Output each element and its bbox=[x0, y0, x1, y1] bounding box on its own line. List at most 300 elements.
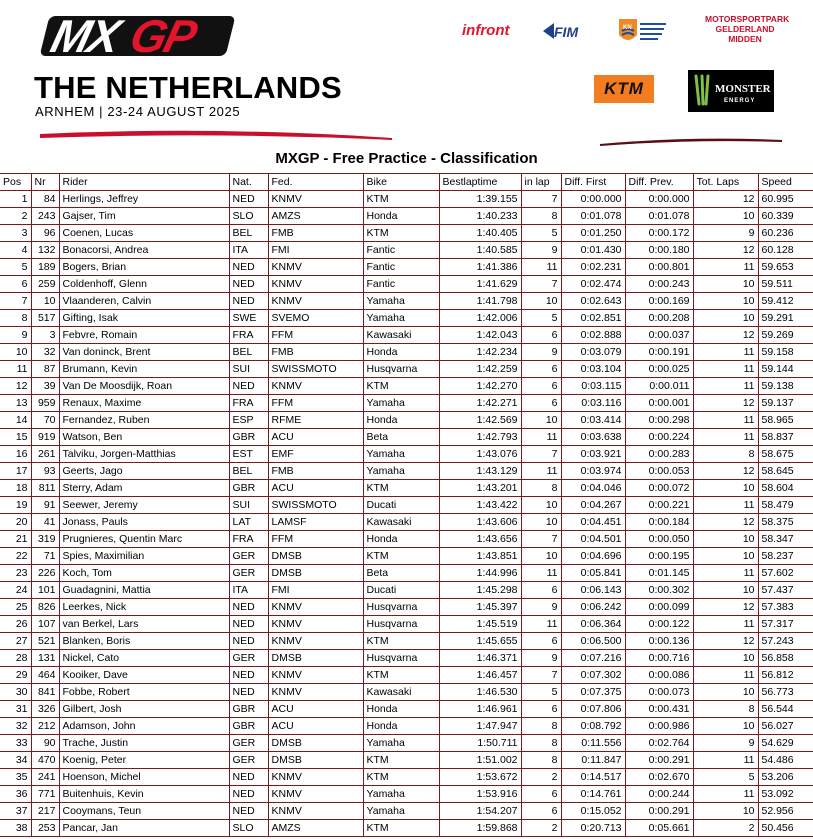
cell-tot-laps: 11 bbox=[693, 412, 758, 429]
cell-tot-laps: 11 bbox=[693, 497, 758, 514]
cell-bike: Yamaha bbox=[363, 293, 439, 310]
cell-nat: FRA bbox=[229, 395, 268, 412]
cell-nr: 189 bbox=[31, 259, 59, 276]
table-row bbox=[0, 378, 813, 395]
cell-tot-laps: 10 bbox=[693, 293, 758, 310]
cell-pos: 4 bbox=[0, 242, 31, 259]
cell-fed: SWISSMOTO bbox=[268, 497, 363, 514]
cell-nr: 226 bbox=[31, 565, 59, 582]
cell-nr: 464 bbox=[31, 667, 59, 684]
event-title: THE NETHERLANDS bbox=[34, 70, 342, 105]
cell-bestlaptime: 1:43.422 bbox=[439, 497, 521, 514]
cell-speed: 57.383 bbox=[758, 599, 813, 616]
col-header-in-lap: in lap bbox=[521, 174, 561, 191]
table-row bbox=[0, 735, 813, 752]
cell-fed: KNMV bbox=[268, 378, 363, 395]
cell-bike: Yamaha bbox=[363, 446, 439, 463]
cell-tot-laps: 12 bbox=[693, 599, 758, 616]
cell-bike: Fantic bbox=[363, 242, 439, 259]
cell-diff-prev: 0:00.431 bbox=[625, 701, 693, 718]
cell-bestlaptime: 1:40.585 bbox=[439, 242, 521, 259]
cell-speed: 56.544 bbox=[758, 701, 813, 718]
cell-speed: 60.236 bbox=[758, 225, 813, 242]
cell-pos: 19 bbox=[0, 497, 31, 514]
cell-nr: 811 bbox=[31, 480, 59, 497]
cell-diff-first: 0:04.696 bbox=[561, 548, 625, 565]
cell-rider: Fobbe, Robert bbox=[59, 684, 229, 701]
cell-pos: 32 bbox=[0, 718, 31, 735]
cell-bestlaptime: 1:42.043 bbox=[439, 327, 521, 344]
cell-tot-laps: 11 bbox=[693, 667, 758, 684]
cell-bestlaptime: 1:46.530 bbox=[439, 684, 521, 701]
cell-speed: 60.995 bbox=[758, 191, 813, 208]
cell-nat: BEL bbox=[229, 225, 268, 242]
cell-rider: Nickel, Cato bbox=[59, 650, 229, 667]
mxgp-logo bbox=[34, 6, 256, 62]
cell-bike: Honda bbox=[363, 718, 439, 735]
cell-diff-first: 0:03.921 bbox=[561, 446, 625, 463]
cell-tot-laps: 12 bbox=[693, 395, 758, 412]
cell-pos: 22 bbox=[0, 548, 31, 565]
cell-rider: Pancar, Jan bbox=[59, 820, 229, 837]
cell-nat: NED bbox=[229, 378, 268, 395]
cell-pos: 6 bbox=[0, 276, 31, 293]
cell-tot-laps: 12 bbox=[693, 463, 758, 480]
cell-pos: 9 bbox=[0, 327, 31, 344]
cell-diff-first: 0:07.216 bbox=[561, 650, 625, 667]
cell-diff-first: 0:03.104 bbox=[561, 361, 625, 378]
cell-speed: 59.158 bbox=[758, 344, 813, 361]
cell-rider: Kooiker, Dave bbox=[59, 667, 229, 684]
cell-rider: Sterry, Adam bbox=[59, 480, 229, 497]
cell-bestlaptime: 1:42.259 bbox=[439, 361, 521, 378]
cell-bike: Ducati bbox=[363, 582, 439, 599]
table-row bbox=[0, 786, 813, 803]
col-header-fed: Fed. bbox=[268, 174, 363, 191]
cell-pos: 26 bbox=[0, 616, 31, 633]
table-row bbox=[0, 395, 813, 412]
cell-rider: Gifting, Isak bbox=[59, 310, 229, 327]
cell-bestlaptime: 1:45.298 bbox=[439, 582, 521, 599]
cell-pos: 15 bbox=[0, 429, 31, 446]
cell-speed: 59.144 bbox=[758, 361, 813, 378]
cell-nat: GER bbox=[229, 752, 268, 769]
cell-pos: 3 bbox=[0, 225, 31, 242]
cell-diff-prev: 0:00.195 bbox=[625, 548, 693, 565]
cell-pos: 11 bbox=[0, 361, 31, 378]
cell-bike: KTM bbox=[363, 548, 439, 565]
cell-diff-prev: 0:00.172 bbox=[625, 225, 693, 242]
cell-in-lap: 2 bbox=[521, 820, 561, 837]
cell-tot-laps: 11 bbox=[693, 752, 758, 769]
cell-speed: 54.629 bbox=[758, 735, 813, 752]
cell-pos: 7 bbox=[0, 293, 31, 310]
cell-in-lap: 7 bbox=[521, 531, 561, 548]
ktm-logo: KTM bbox=[594, 75, 654, 103]
cell-rider: Brumann, Kevin bbox=[59, 361, 229, 378]
cell-diff-first: 0:06.143 bbox=[561, 582, 625, 599]
cell-bike: Kawasaki bbox=[363, 684, 439, 701]
table-row bbox=[0, 667, 813, 684]
cell-rider: Van De Moosdijk, Roan bbox=[59, 378, 229, 395]
cell-diff-prev: 0:02.670 bbox=[625, 769, 693, 786]
cell-bestlaptime: 1:42.793 bbox=[439, 429, 521, 446]
cell-nat: SLO bbox=[229, 208, 268, 225]
table-row bbox=[0, 344, 813, 361]
cell-bike: Yamaha bbox=[363, 463, 439, 480]
cell-tot-laps: 10 bbox=[693, 582, 758, 599]
gelderland-logo bbox=[705, 14, 790, 44]
cell-diff-first: 0:02.643 bbox=[561, 293, 625, 310]
cell-in-lap: 8 bbox=[521, 718, 561, 735]
cell-diff-prev: 0:00.298 bbox=[625, 412, 693, 429]
cell-pos: 20 bbox=[0, 514, 31, 531]
cell-in-lap: 10 bbox=[521, 548, 561, 565]
cell-speed: 57.602 bbox=[758, 565, 813, 582]
cell-in-lap: 6 bbox=[521, 803, 561, 820]
cell-diff-prev: 0:00.191 bbox=[625, 344, 693, 361]
cell-diff-first: 0:11.847 bbox=[561, 752, 625, 769]
cell-fed: AMZS bbox=[268, 820, 363, 837]
cell-tot-laps: 11 bbox=[693, 378, 758, 395]
cell-nr: 41 bbox=[31, 514, 59, 531]
table-row bbox=[0, 446, 813, 463]
cell-nr: 107 bbox=[31, 616, 59, 633]
table-row bbox=[0, 208, 813, 225]
cell-bestlaptime: 1:42.006 bbox=[439, 310, 521, 327]
col-header-diff-prev: Diff. Prev. bbox=[625, 174, 693, 191]
cell-tot-laps: 10 bbox=[693, 480, 758, 497]
cell-nr: 32 bbox=[31, 344, 59, 361]
cell-speed: 53.206 bbox=[758, 769, 813, 786]
cell-rider: Gilbert, Josh bbox=[59, 701, 229, 718]
cell-fed: ACU bbox=[268, 480, 363, 497]
cell-in-lap: 7 bbox=[521, 276, 561, 293]
cell-diff-prev: 0:00.072 bbox=[625, 480, 693, 497]
cell-pos: 37 bbox=[0, 803, 31, 820]
cell-nat: NED bbox=[229, 276, 268, 293]
cell-fed: DMSB bbox=[268, 735, 363, 752]
cell-bike: KTM bbox=[363, 667, 439, 684]
cell-bestlaptime: 1:45.397 bbox=[439, 599, 521, 616]
cell-tot-laps: 10 bbox=[693, 650, 758, 667]
cell-bestlaptime: 1:42.271 bbox=[439, 395, 521, 412]
cell-nat: ITA bbox=[229, 582, 268, 599]
cell-rider: Talviku, Jorgen-Matthias bbox=[59, 446, 229, 463]
cell-diff-prev: 0:05.661 bbox=[625, 820, 693, 837]
cell-bike: Fantic bbox=[363, 259, 439, 276]
cell-nat: NED bbox=[229, 803, 268, 820]
cell-diff-prev: 0:00.050 bbox=[625, 531, 693, 548]
cell-pos: 14 bbox=[0, 412, 31, 429]
svg-text:MX: MX bbox=[46, 10, 124, 62]
cell-rider: Seewer, Jeremy bbox=[59, 497, 229, 514]
cell-diff-first: 0:06.364 bbox=[561, 616, 625, 633]
cell-fed: FMB bbox=[268, 463, 363, 480]
cell-diff-prev: 0:00.244 bbox=[625, 786, 693, 803]
table-row bbox=[0, 684, 813, 701]
cell-diff-prev: 0:00.291 bbox=[625, 803, 693, 820]
cell-nat: LAT bbox=[229, 514, 268, 531]
cell-fed: EMF bbox=[268, 446, 363, 463]
cell-diff-first: 0:15.052 bbox=[561, 803, 625, 820]
cell-bestlaptime: 1:41.629 bbox=[439, 276, 521, 293]
fim-logo bbox=[540, 19, 582, 43]
cell-nr: 217 bbox=[31, 803, 59, 820]
cell-nr: 212 bbox=[31, 718, 59, 735]
table-row bbox=[0, 480, 813, 497]
cell-fed: DMSB bbox=[268, 548, 363, 565]
table-row bbox=[0, 497, 813, 514]
cell-speed: 52.956 bbox=[758, 803, 813, 820]
cell-in-lap: 11 bbox=[521, 463, 561, 480]
cell-nat: GER bbox=[229, 548, 268, 565]
cell-nat: ITA bbox=[229, 242, 268, 259]
table-row bbox=[0, 293, 813, 310]
cell-bike: KTM bbox=[363, 820, 439, 837]
cell-in-lap: 9 bbox=[521, 599, 561, 616]
cell-rider: Spies, Maximilian bbox=[59, 548, 229, 565]
cell-tot-laps: 8 bbox=[693, 701, 758, 718]
cell-tot-laps: 8 bbox=[693, 446, 758, 463]
cell-fed: FMI bbox=[268, 582, 363, 599]
cell-speed: 58.604 bbox=[758, 480, 813, 497]
classification-title: MXGP - Free Practice - Classification bbox=[275, 150, 538, 167]
cell-nr: 132 bbox=[31, 242, 59, 259]
cell-rider: Guadagnini, Mattia bbox=[59, 582, 229, 599]
cell-tot-laps: 10 bbox=[693, 803, 758, 820]
table-row bbox=[0, 548, 813, 565]
cell-tot-laps: 10 bbox=[693, 531, 758, 548]
cell-diff-first: 0:03.974 bbox=[561, 463, 625, 480]
cell-tot-laps: 11 bbox=[693, 565, 758, 582]
cell-diff-prev: 0:00.302 bbox=[625, 582, 693, 599]
table-row bbox=[0, 582, 813, 599]
cell-in-lap: 11 bbox=[521, 259, 561, 276]
cell-diff-prev: 0:00.073 bbox=[625, 684, 693, 701]
cell-diff-first: 0:03.638 bbox=[561, 429, 625, 446]
cell-diff-first: 0:02.888 bbox=[561, 327, 625, 344]
col-header-rider: Rider bbox=[59, 174, 229, 191]
cell-fed: LAMSF bbox=[268, 514, 363, 531]
table-row bbox=[0, 327, 813, 344]
cell-in-lap: 6 bbox=[521, 582, 561, 599]
cell-bike: Yamaha bbox=[363, 395, 439, 412]
cell-diff-first: 0:06.242 bbox=[561, 599, 625, 616]
table-row bbox=[0, 565, 813, 582]
cell-fed: KNMV bbox=[268, 293, 363, 310]
cell-pos: 24 bbox=[0, 582, 31, 599]
cell-bike: Honda bbox=[363, 701, 439, 718]
cell-nr: 3 bbox=[31, 327, 59, 344]
table-row bbox=[0, 769, 813, 786]
cell-fed: FMB bbox=[268, 344, 363, 361]
cell-in-lap: 5 bbox=[521, 684, 561, 701]
cell-fed: KNMV bbox=[268, 633, 363, 650]
svg-text:KN: KN bbox=[623, 25, 632, 31]
cell-pos: 34 bbox=[0, 752, 31, 769]
table-row bbox=[0, 599, 813, 616]
cell-diff-prev: 0:00.000 bbox=[625, 191, 693, 208]
cell-fed: ACU bbox=[268, 701, 363, 718]
cell-nr: 84 bbox=[31, 191, 59, 208]
cell-bike: KTM bbox=[363, 633, 439, 650]
cell-diff-prev: 0:00.283 bbox=[625, 446, 693, 463]
cell-rider: Cooymans, Teun bbox=[59, 803, 229, 820]
cell-tot-laps: 10 bbox=[693, 208, 758, 225]
cell-nat: GBR bbox=[229, 429, 268, 446]
cell-in-lap: 11 bbox=[521, 565, 561, 582]
cell-diff-prev: 0:00.011 bbox=[625, 378, 693, 395]
cell-nr: 959 bbox=[31, 395, 59, 412]
cell-fed: KNMV bbox=[268, 769, 363, 786]
cell-nat: ESP bbox=[229, 412, 268, 429]
cell-diff-first: 0:04.267 bbox=[561, 497, 625, 514]
cell-diff-first: 0:03.115 bbox=[561, 378, 625, 395]
cell-nr: 919 bbox=[31, 429, 59, 446]
table-row bbox=[0, 191, 813, 208]
cell-nr: 521 bbox=[31, 633, 59, 650]
svg-text:MONSTER: MONSTER bbox=[715, 83, 771, 95]
cell-speed: 57.317 bbox=[758, 616, 813, 633]
cell-nr: 90 bbox=[31, 735, 59, 752]
cell-bike: Honda bbox=[363, 344, 439, 361]
cell-nat: NED bbox=[229, 633, 268, 650]
cell-speed: 59.412 bbox=[758, 293, 813, 310]
cell-nat: GER bbox=[229, 735, 268, 752]
cell-bestlaptime: 1:46.961 bbox=[439, 701, 521, 718]
cell-pos: 30 bbox=[0, 684, 31, 701]
cell-pos: 1 bbox=[0, 191, 31, 208]
cell-bike: Honda bbox=[363, 531, 439, 548]
classification-table bbox=[0, 173, 813, 837]
cell-bike: KTM bbox=[363, 480, 439, 497]
cell-diff-prev: 0:00.716 bbox=[625, 650, 693, 667]
cell-nat: GER bbox=[229, 565, 268, 582]
cell-speed: 57.243 bbox=[758, 633, 813, 650]
cell-tot-laps: 10 bbox=[693, 718, 758, 735]
cell-nr: 253 bbox=[31, 820, 59, 837]
gelderland-line-3: MIDDEN bbox=[728, 34, 762, 44]
cell-in-lap: 10 bbox=[521, 497, 561, 514]
cell-in-lap: 11 bbox=[521, 616, 561, 633]
cell-diff-first: 0:03.079 bbox=[561, 344, 625, 361]
table-row bbox=[0, 242, 813, 259]
cell-nat: GER bbox=[229, 650, 268, 667]
cell-bike: KTM bbox=[363, 191, 439, 208]
cell-speed: 56.773 bbox=[758, 684, 813, 701]
cell-fed: DMSB bbox=[268, 752, 363, 769]
cell-diff-first: 0:04.046 bbox=[561, 480, 625, 497]
cell-nr: 319 bbox=[31, 531, 59, 548]
cell-in-lap: 6 bbox=[521, 633, 561, 650]
cell-bike: Fantic bbox=[363, 276, 439, 293]
cell-bike: Husqvarna bbox=[363, 616, 439, 633]
cell-bestlaptime: 1:50.711 bbox=[439, 735, 521, 752]
cell-nr: 93 bbox=[31, 463, 59, 480]
cell-nr: 771 bbox=[31, 786, 59, 803]
cell-rider: Gajser, Tim bbox=[59, 208, 229, 225]
cell-in-lap: 6 bbox=[521, 701, 561, 718]
cell-nr: 96 bbox=[31, 225, 59, 242]
cell-speed: 58.479 bbox=[758, 497, 813, 514]
cell-fed: KNMV bbox=[268, 786, 363, 803]
cell-nr: 101 bbox=[31, 582, 59, 599]
cell-tot-laps: 9 bbox=[693, 225, 758, 242]
cell-bike: Honda bbox=[363, 412, 439, 429]
table-row bbox=[0, 412, 813, 429]
cell-diff-first: 0:08.792 bbox=[561, 718, 625, 735]
cell-nat: NED bbox=[229, 769, 268, 786]
cell-bestlaptime: 1:45.519 bbox=[439, 616, 521, 633]
cell-nr: 243 bbox=[31, 208, 59, 225]
table-row bbox=[0, 650, 813, 667]
table-row bbox=[0, 803, 813, 820]
cell-speed: 54.486 bbox=[758, 752, 813, 769]
cell-nat: SUI bbox=[229, 497, 268, 514]
cell-diff-prev: 0:00.184 bbox=[625, 514, 693, 531]
cell-diff-prev: 0:00.037 bbox=[625, 327, 693, 344]
table-row bbox=[0, 514, 813, 531]
cell-bestlaptime: 1:45.655 bbox=[439, 633, 521, 650]
table-row bbox=[0, 701, 813, 718]
cell-in-lap: 2 bbox=[521, 769, 561, 786]
cell-bestlaptime: 1:54.207 bbox=[439, 803, 521, 820]
cell-nat: NED bbox=[229, 684, 268, 701]
table-row bbox=[0, 225, 813, 242]
cell-rider: Blanken, Boris bbox=[59, 633, 229, 650]
cell-diff-first: 0:14.761 bbox=[561, 786, 625, 803]
cell-rider: Coenen, Lucas bbox=[59, 225, 229, 242]
cell-nr: 10 bbox=[31, 293, 59, 310]
cell-bike: Yamaha bbox=[363, 803, 439, 820]
col-header-diff-first: Diff. First bbox=[561, 174, 625, 191]
cell-bestlaptime: 1:43.656 bbox=[439, 531, 521, 548]
cell-fed: DMSB bbox=[268, 565, 363, 582]
cell-nat: BEL bbox=[229, 344, 268, 361]
cell-nat: NED bbox=[229, 616, 268, 633]
cell-nat: GBR bbox=[229, 701, 268, 718]
gelderland-line-1: MOTORSPORTPARK bbox=[705, 14, 790, 24]
cell-rider: Fernandez, Ruben bbox=[59, 412, 229, 429]
table-row bbox=[0, 259, 813, 276]
cell-diff-first: 0:01.250 bbox=[561, 225, 625, 242]
cell-bestlaptime: 1:59.868 bbox=[439, 820, 521, 837]
cell-nr: 241 bbox=[31, 769, 59, 786]
cell-bestlaptime: 1:42.234 bbox=[439, 344, 521, 361]
cell-pos: 25 bbox=[0, 599, 31, 616]
cell-tot-laps: 10 bbox=[693, 276, 758, 293]
cell-bike: Husqvarna bbox=[363, 361, 439, 378]
cell-bestlaptime: 1:41.386 bbox=[439, 259, 521, 276]
cell-diff-first: 0:02.474 bbox=[561, 276, 625, 293]
cell-speed: 56.027 bbox=[758, 718, 813, 735]
cell-in-lap: 8 bbox=[521, 480, 561, 497]
cell-tot-laps: 10 bbox=[693, 310, 758, 327]
cell-diff-first: 0:11.556 bbox=[561, 735, 625, 752]
cell-diff-prev: 0:00.243 bbox=[625, 276, 693, 293]
cell-bestlaptime: 1:53.916 bbox=[439, 786, 521, 803]
knmv-logo bbox=[617, 17, 669, 47]
table-row bbox=[0, 276, 813, 293]
cell-nat: BEL bbox=[229, 463, 268, 480]
table-row bbox=[0, 820, 813, 837]
cell-bestlaptime: 1:43.076 bbox=[439, 446, 521, 463]
cell-in-lap: 8 bbox=[521, 208, 561, 225]
cell-rider: Geerts, Jago bbox=[59, 463, 229, 480]
cell-diff-first: 0:00.000 bbox=[561, 191, 625, 208]
cell-diff-prev: 0:00.122 bbox=[625, 616, 693, 633]
